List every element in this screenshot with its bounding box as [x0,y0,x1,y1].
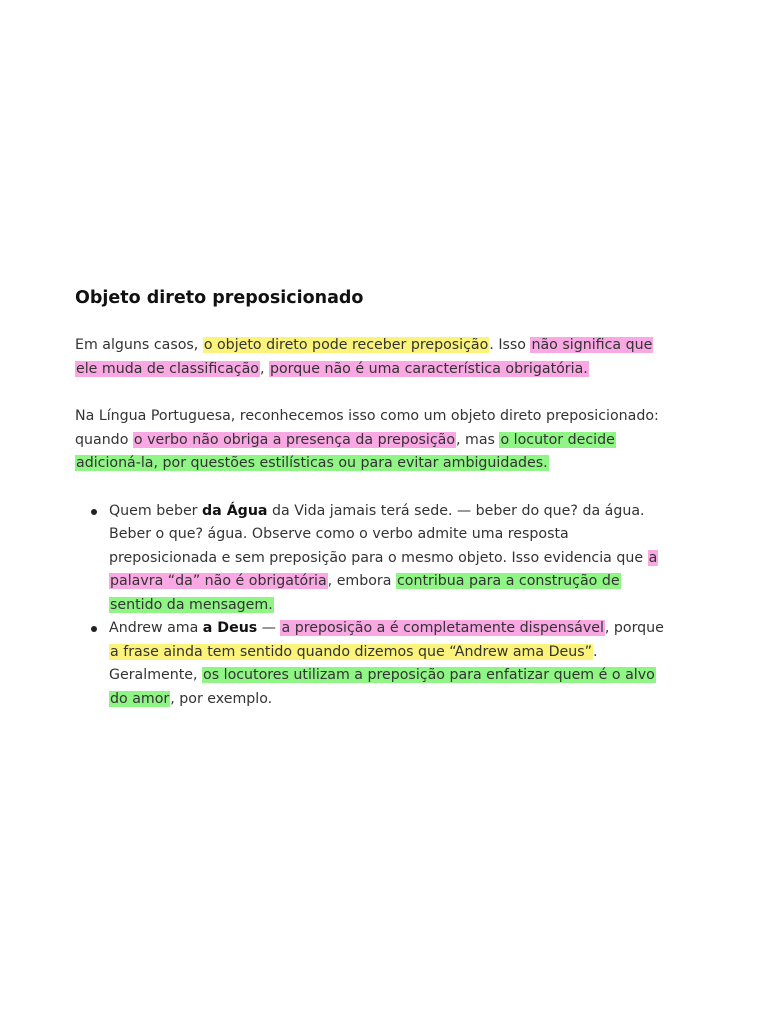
text: — [257,620,281,636]
bold-text: a Deus [202,620,258,636]
text: da Vida jamais terá sede. — beber do que? da água. Beber o que? água. Observe como o verbo admite uma resposta preposicionada e sem preposição para o mesmo objeto. Isso evidencia que [109,502,648,566]
highlight-pink: a palavra “da” não é obrigatória [110,549,658,589]
highlight-green: contribua para a construção de sentido da mensagem. [110,573,620,613]
text: Andrew ama [109,620,203,636]
text: Quem beber [109,502,203,519]
list-item [109,617,675,711]
text: Em alguns casos, [75,337,203,353]
example-list [75,500,675,712]
text: Na Língua Portuguesa, reconhecemos isso como um objeto direto preposicionado: quando [75,408,659,448]
highlight-yellow: o objeto direto pode receber preposição [203,337,489,353]
highlight-pink: não significa que ele muda de classificação [76,337,653,377]
paragraph-2 [75,405,675,476]
highlight-green: o locutor decide adicioná-la, por questões estilísticas ou para evitar ambiguidades. [76,431,615,471]
section-title: Objeto direto preposicionado [75,288,364,308]
highlight-green: os locutores utilizam a preposição para enfatizar quem é o alvo do amor [110,667,655,707]
bold-text: da Água [202,502,268,519]
paragraph-1 [75,334,675,381]
text: , mas [456,431,500,448]
document-content [75,285,675,711]
highlight-pink: o verbo não obriga a presença da preposição [133,431,456,448]
highlight-pink: porque não é uma característica obrigatória. [269,360,588,377]
highlight-pink: a preposição a é completamente dispensável [281,620,604,636]
text: , embora [327,573,396,589]
text: , [259,360,269,377]
text: , por exemplo. [170,690,273,707]
text: . Geralmente, [109,643,598,683]
highlight-yellow: a frase ainda tem sentido quando dizemos que “Andrew ama Deus” [110,643,592,660]
list-item [109,500,675,618]
text: . Isso [489,337,531,353]
text: , porque [604,620,664,636]
